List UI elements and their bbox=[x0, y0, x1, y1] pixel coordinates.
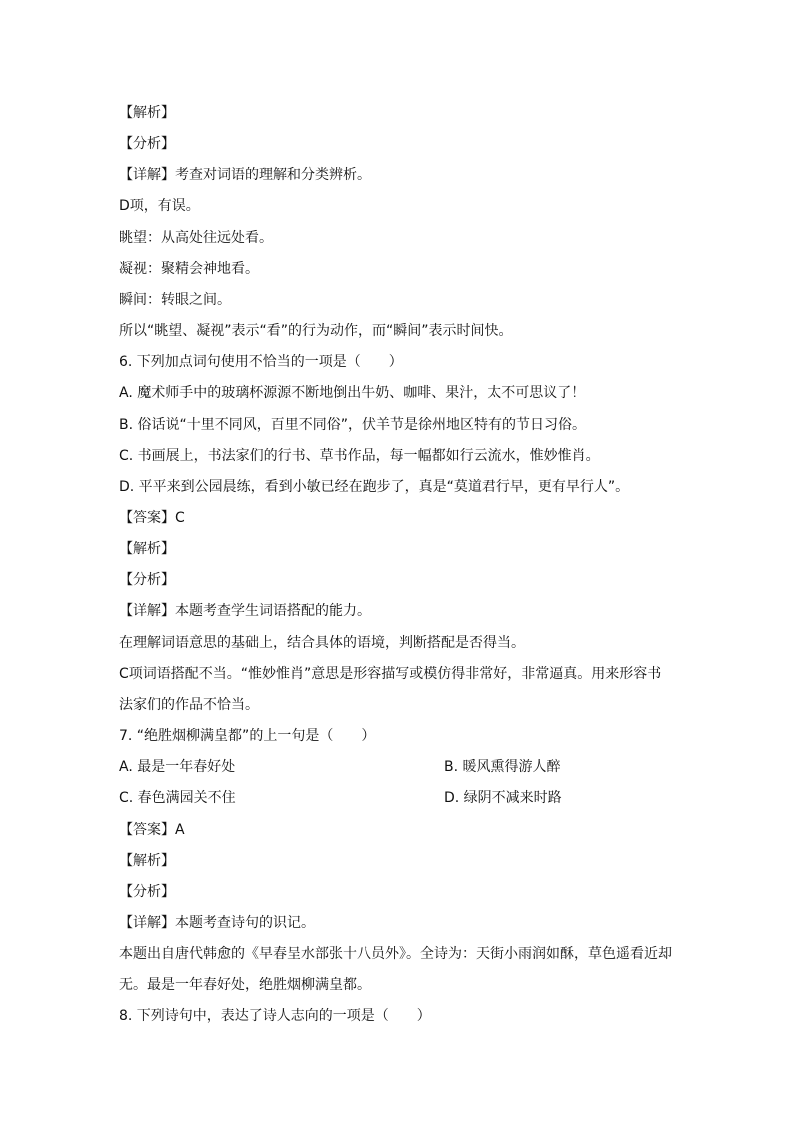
text-line: 瞬间：转眼之间。 bbox=[119, 292, 231, 308]
section-header-jiexi: 【解析】 bbox=[119, 541, 175, 557]
option-b: B. 俗话说“十里不同风，百里不同俗”，伏羊节是徐州地区特有的节日习俗。 bbox=[119, 417, 587, 433]
option-b: B. 暖风熏得游人醉 bbox=[444, 759, 561, 775]
section-header-jiexi: 【解析】 bbox=[119, 105, 175, 121]
text-line: 在理解词语意思的基础上，结合具体的语境，判断搭配是否得当。 bbox=[119, 635, 525, 651]
option-c: C. 春色满园关不住 bbox=[119, 790, 236, 806]
section-header-fenxi: 【分析】 bbox=[119, 136, 175, 152]
detail-line: 【详解】考查对词语的理解和分类辨析。 bbox=[119, 167, 371, 183]
question-7: 7. “绝胜烟柳满皇都”的上一句是（ ） bbox=[119, 728, 376, 744]
section-header-fenxi: 【分析】 bbox=[119, 884, 175, 900]
text-line: C项词语搭配不当。“惟妙惟肖”意思是形容描写或模仿得非常好，非常逼真。用来形容书 bbox=[119, 666, 662, 682]
option-a: A. 魔术师手中的玻璃杯源源不断地倒出牛奶、咖啡、果汁，太不可思议了！ bbox=[119, 385, 586, 401]
detail-line: 【详解】本题考查诗句的识记。 bbox=[119, 915, 315, 931]
question-6: 6. 下列加点词句使用不恰当的一项是（ ） bbox=[119, 354, 403, 370]
question-8: 8. 下列诗句中，表达了诗人志向的一项是（ ） bbox=[119, 1008, 431, 1024]
text-line: D项，有误。 bbox=[119, 198, 200, 214]
text-line: 法家们的作品不恰当。 bbox=[119, 697, 259, 713]
text-line: 无。最是一年春好处，绝胜烟柳满皇都。 bbox=[119, 977, 371, 993]
option-d: D. 平平来到公园晨练，看到小敏已经在跑步了，真是“莫道君行早，更有早行人”。 bbox=[119, 479, 630, 495]
detail-line: 【详解】本题考查学生词语搭配的能力。 bbox=[119, 603, 371, 619]
section-header-jiexi: 【解析】 bbox=[119, 853, 175, 869]
option-c: C. 书画展上，书法家们的行书、草书作品，每一幅都如行云流水，惟妙惟肖。 bbox=[119, 448, 600, 464]
answer-line: 【答案】A bbox=[119, 822, 185, 838]
section-header-fenxi: 【分析】 bbox=[119, 572, 175, 588]
text-line: 眺望：从高处往远处看。 bbox=[119, 230, 273, 246]
option-a: A. 最是一年春好处 bbox=[119, 759, 236, 775]
text-line: 本题出自唐代韩愈的《早春呈水部张十八员外》。全诗为：天街小雨润如酥，草色遥看近却 bbox=[119, 946, 672, 962]
text-line: 凝视：聚精会神地看。 bbox=[119, 261, 259, 277]
text-line: 所以“眺望、凝视”表示“看”的行为动作，而“瞬间”表示时间快。 bbox=[119, 323, 513, 339]
answer-line: 【答案】C bbox=[119, 510, 185, 526]
option-d: D. 绿阴不减来时路 bbox=[444, 790, 562, 806]
